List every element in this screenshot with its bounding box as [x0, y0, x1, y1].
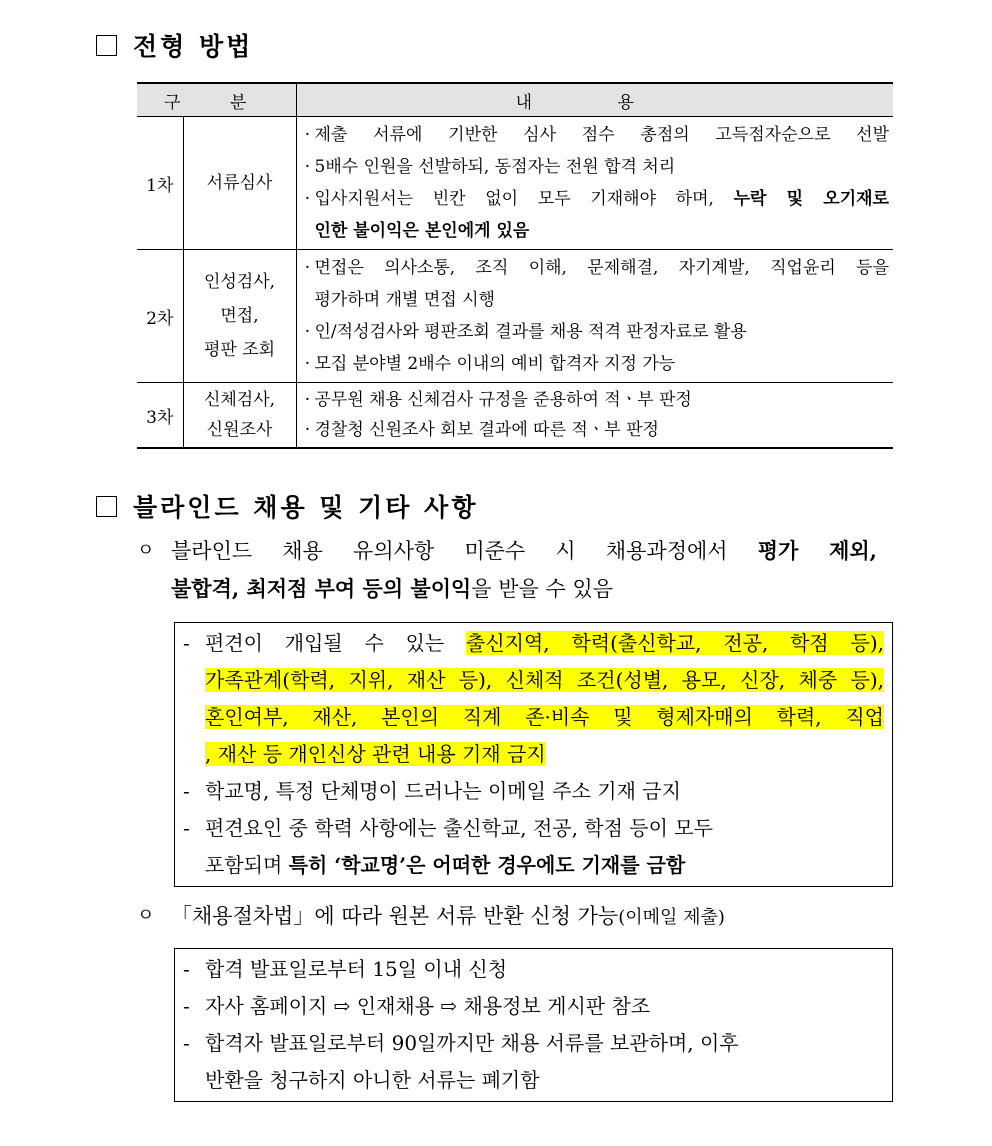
bullet-marker: ㅇ	[137, 905, 155, 926]
table-row	[137, 117, 893, 250]
list-item: - 편견이 개입될 수 있는 출신지역, 학력(출신학교, 전공, 학점 등),	[183, 631, 885, 655]
stage-name-cell: 신체검사, 신원조사	[183, 383, 296, 449]
content-cell: · 제출 서류에 기반한 심사 점수 총점의 고득점자순으로 선발 · 5배수 인원을 선발하되, 동점자는 전원 합격 처리 · 입사지원서는 빈칸 없이 모두 기재해야 하며, 누락 및 오기재로 인한 불이익은 본인에게 있음	[296, 117, 893, 250]
highlight: 가족관계(학력, 지위, 재산 등), 신체적 조건(성별, 용모, 신장, 체중 등),	[205, 668, 884, 692]
notice-box: - 편견이 개입될 수 있는 출신지역, 학력(출신학교, 전공, 학점 등), 가족관계(학력, 지위, 재산 등), 신체적 조건(성별, 용모, 신장, 체중 등), 혼인여부, 재산, 본인의 직계 존·비속 및 형제자매의 학력, 직업 , 재산 등 개인신상 관련 내용 기재 금지 - 학교명, 특정 단체명이 드러나는 이메일 주소 기재 금지 - 편견요인 중 학력 사항에는 출신학교, 전공, 학점 등이 모두 포함되며 특히 ‘학교명’은 어떠한 경우에도 기재를 금함	[174, 622, 893, 887]
checkbox-icon	[96, 496, 117, 517]
content-cell: · 면접은 의사소통, 조직 이해, 문제해결, 자기계발, 직업윤리 등을 평가하며 개별 면접 시행 · 인/적성검사와 평판조회 결과를 채용 적격 판정자료로 활용 · 모집 분야별 2배수 이내의 예비 합격자 지정 가능	[296, 250, 893, 383]
notice-box: - 합격 발표일로부터 15일 이내 신청 - 자사 홈페이지 ⇨ 인재채용 ⇨ 채용정보 게시판 참조 - 합격자 발표일로부터 90일까지만 채용 서류를 보관하며, 이후 반환을 청구하지 아니한 서류는 폐기함	[174, 948, 893, 1102]
list-item: - 자사 홈페이지 ⇨ 인재채용 ⇨ 채용정보 게시판 참조	[183, 994, 651, 1018]
highlight: 혼인여부, 재산, 본인의 직계 존·비속 및 형제자매의 학력, 직업	[205, 705, 884, 729]
table-row	[137, 383, 893, 449]
list-item: · 공무원 채용 신체검사 규정을 준용하여 적ㆍ부 판정	[304, 390, 692, 410]
arrow-right-icon: ⇨	[333, 994, 351, 1018]
arrow-right-icon: ⇨	[440, 994, 458, 1018]
bullet-item: ㅇ 「채용절차법」에 따라 원본 서류 반환 신청 가능(이메일 제출)	[137, 897, 877, 937]
checkbox-icon	[96, 35, 117, 56]
stage-cell: 3차	[137, 383, 183, 449]
list-item: · 경찰청 신원조사 회보 결과에 따른 적ㆍ부 판정	[304, 420, 659, 440]
stage-name-cell: 서류심사	[183, 117, 296, 250]
table-header-row	[137, 83, 893, 117]
list-item: · 인/적성검사와 평판조회 결과를 채용 적격 판정자료로 활용	[304, 322, 747, 342]
section-heading-method	[96, 29, 253, 61]
list-item: · 면접은 의사소통, 조직 이해, 문제해결, 자기계발, 직업윤리 등을	[304, 258, 889, 278]
table-row	[137, 250, 893, 383]
stage-name-cell: 인성검사, 면접, 평판 조회	[183, 250, 296, 383]
section-title: 블라인드 채용 및 기타 사항	[133, 493, 479, 522]
highlight: , 재산 등 개인신상 관련 내용 기재 금지	[205, 742, 546, 766]
list-item: - 학교명, 특정 단체명이 드러나는 이메일 주소 기재 금지	[183, 779, 681, 803]
list-item: - 합격자 발표일로부터 90일까지만 채용 서류를 보관하며, 이후	[183, 1031, 739, 1055]
section-title: 전형 방법	[133, 32, 254, 61]
list-item: - 합격 발표일로부터 15일 이내 신청	[183, 957, 508, 981]
list-item: · 5배수 인원을 선발하되, 동점자는 전원 합격 처리	[304, 157, 676, 177]
header-content: 내 용	[296, 83, 893, 117]
method-table	[137, 82, 893, 449]
section-heading-blind	[96, 490, 478, 522]
bullet-marker: ㅇ	[137, 540, 155, 561]
content-cell	[296, 383, 893, 449]
highlight: 출신지역, 학력(출신학교, 전공, 학점 등),	[466, 631, 885, 655]
bullet-item: ㅇ 블라인드 채용 유의사항 미준수 시 채용과정에서 평가 제외, 불합격, 최저점 부여 등의 불이익을 받을 수 있음	[137, 532, 877, 608]
list-item: · 제출 서류에 기반한 심사 점수 총점의 고득점자순으로 선발	[304, 125, 889, 145]
list-item: · 입사지원서는 빈칸 없이 모두 기재해야 하며, 누락 및 오기재로	[304, 189, 889, 209]
stage-cell: 2차	[137, 250, 183, 383]
stage-cell: 1차	[137, 117, 183, 250]
list-item: - 편견요인 중 학력 사항에는 출신학교, 전공, 학점 등이 모두	[183, 816, 713, 840]
list-item: · 모집 분야별 2배수 이내의 예비 합격자 지정 가능	[304, 354, 676, 374]
header-category: 구 분	[137, 83, 296, 117]
